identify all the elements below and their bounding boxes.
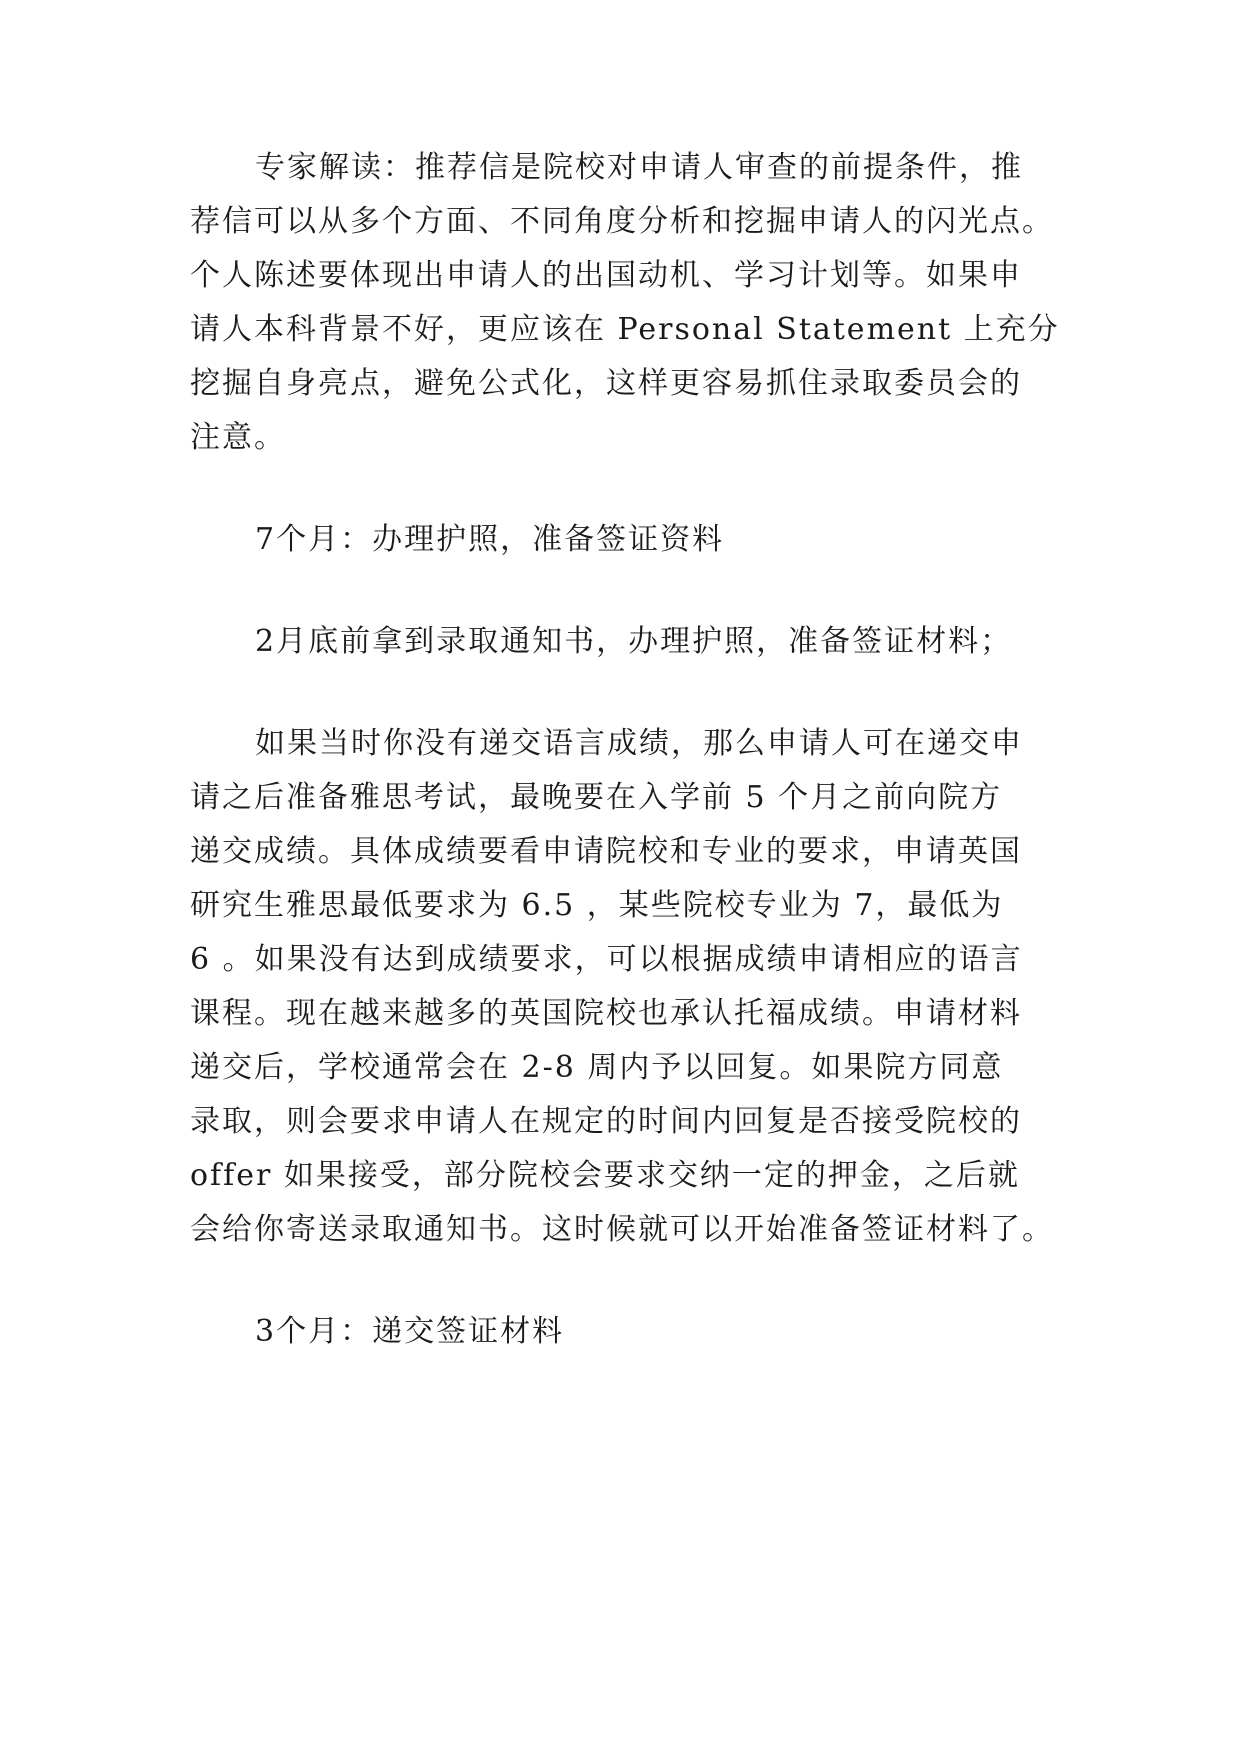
text-line: 如果当时你没有递交语言成绩，那么申请人可在递交申	[255, 726, 1023, 761]
text-line: 录取，则会要求申请人在规定的时间内回复是否接受院校的	[190, 1104, 1022, 1139]
text-line: 注意。	[190, 420, 286, 455]
text-line: 研究生雅思最低要求为 6.5 ，某些院校专业为 7，最低为	[190, 888, 1004, 923]
text-line: 会给你寄送录取通知书。这时候就可以开始准备签证材料了。	[190, 1212, 1054, 1247]
text-line: 6 。如果没有达到成绩要求，可以根据成绩申请相应的语言	[190, 942, 1023, 977]
text-line: 课程。现在越来越多的英国院校也承认托福成绩。申请材料	[190, 996, 1022, 1031]
section-heading-3-months: 3个月：递交签证材料	[255, 1314, 565, 1349]
text-line: 挖掘自身亮点，避免公式化，这样更容易抓住录取委员会的	[190, 366, 1022, 401]
text-line: 请人本科背景不好，更应该在 Personal Statement 上充分	[190, 312, 1060, 347]
text-line: 个人陈述要体现出申请人的出国动机、学习计划等。如果申	[190, 258, 1022, 293]
section-heading-7-months: 7个月：办理护照，准备签证资料	[255, 522, 725, 557]
text-line: 请之后准备雅思考试，最晚要在入学前 5 个月之前向院方	[190, 780, 1003, 815]
text-line: offer 如果接受，部分院校会要求交纳一定的押金，之后就	[190, 1158, 1020, 1193]
text-line: 专家解读：推荐信是院校对申请人审查的前提条件，推	[255, 150, 1023, 185]
paragraph-february: 2月底前拿到录取通知书，办理护照，准备签证材料；	[255, 624, 1013, 659]
text-line: 递交后，学校通常会在 2-8 周内予以回复。如果院方同意	[190, 1050, 1004, 1085]
text-line: 荐信可以从多个方面、不同角度分析和挖掘申请人的闪光点。	[190, 204, 1054, 239]
text-line: 递交成绩。具体成绩要看申请院校和专业的要求，申请英国	[190, 834, 1022, 869]
